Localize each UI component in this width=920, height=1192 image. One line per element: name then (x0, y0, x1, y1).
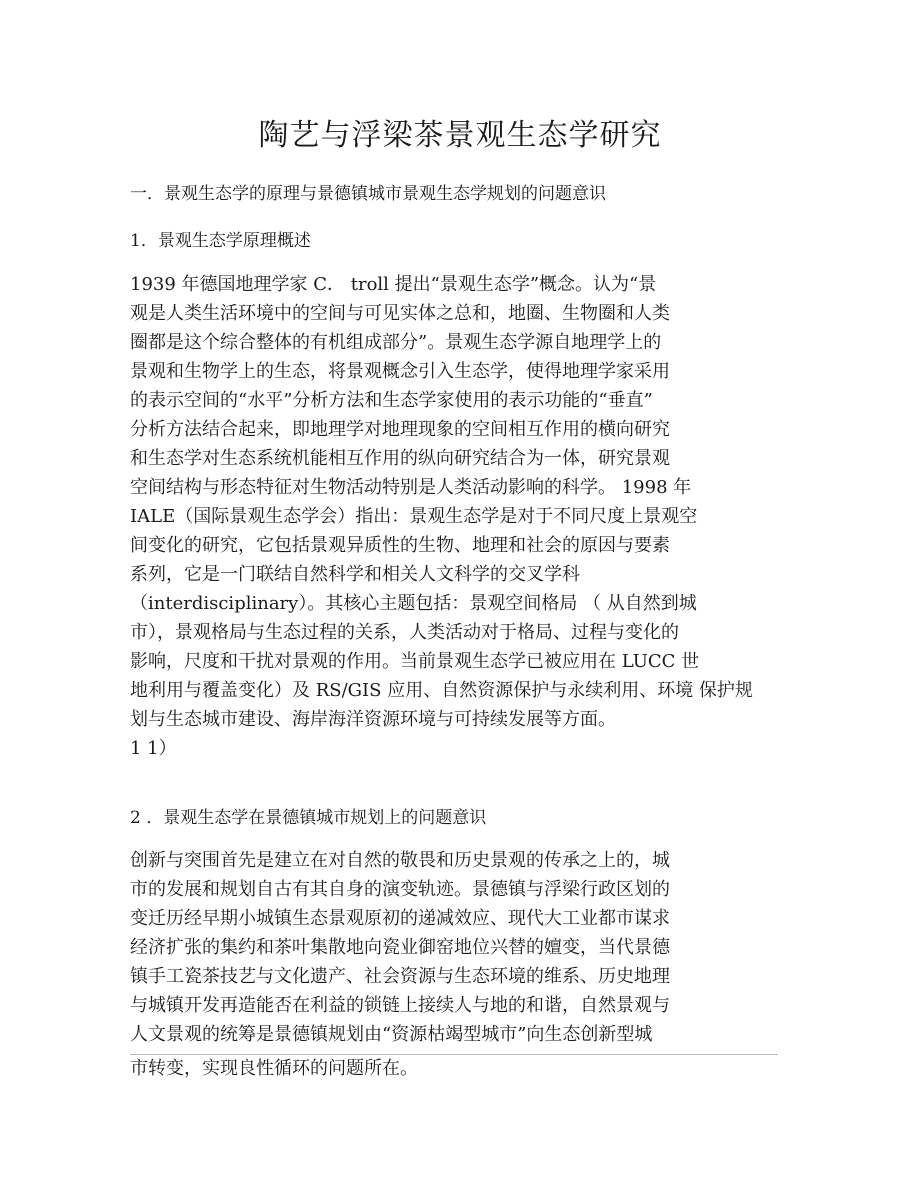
text-line: 1 1） (130, 738, 177, 759)
paragraph-landscape-ecology-overview (130, 270, 753, 763)
text-line: 空间结构与形态特征对生物活动特别是人类活动影响的科学。 1998 年 (130, 477, 692, 498)
text-line: 与城镇开发再造能否在利益的锁链上接续人与地的和谐，自然景观与 (130, 995, 670, 1016)
text-line: 市），景观格局与生态过程的关系，人类活动对于格局、过程与变化的 (130, 622, 679, 643)
text-line: 人文景观的统筹是景德镇规划由“资源枯竭型城市”向生态创新型城 (130, 1024, 653, 1045)
page-title: 陶艺与浮梁茶景观生态学研究 (258, 118, 662, 153)
subsection-heading-1: 1．景观生态学原理概述 (130, 231, 311, 251)
section-heading: 一．景观生态学的原理与景德镇城市景观生态学规划的问题意识 (130, 184, 606, 204)
text-line: 变迁历经早期小城镇生态景观原初的递减效应、现代大工业都市谋求 (130, 908, 670, 929)
text-line: 系列，它是一门联结自然科学和相关人文科学的交叉学科 (130, 564, 580, 585)
text-line: 市转变，实现良性循环的问题所在。 (130, 1058, 418, 1079)
text-line: 市的发展和规划自古有其自身的演变轨迹。景德镇与浮梁行政区划的 (130, 879, 670, 900)
text-line: 经济扩张的集约和茶叶集散地向瓷业御窑地位兴替的嬗变，当代景德 (130, 937, 670, 958)
text-line: 分析方法结合起来，即地理学对地理现象的空间相互作用的横向研究 (130, 419, 670, 440)
text-line: 影响，尺度和干扰对景观的作用。当前景观生态学已被应用在 LUCC 世 (130, 651, 700, 672)
paragraph-continuation (130, 1054, 418, 1083)
paragraph-jingdezhen-planning (130, 846, 670, 1049)
text-line: 创新与突围首先是建立在对自然的敬畏和历史景观的传承之上的，城 (130, 850, 670, 871)
text-line: 圈都是这个综合整体的有机组成部分”。景观生态学源自地理学上的 (130, 332, 662, 353)
text-line: 景观和生物学上的生态，将景观概念引入生态学，使得地理学家采用 (130, 361, 670, 382)
text-line: （interdisciplinary）。其核心主题包括：景观空间格局 （ 从自然到城 (130, 593, 697, 614)
text-line: 镇手工瓷茶技艺与文化遗产、社会资源与生态环境的维系、历史地理 (130, 966, 670, 987)
text-line: 和生态学对生态系统机能相互作用的纵向研究结合为一体，研究景观 (130, 448, 670, 469)
text-line: 1939 年德国地理学家 C． troll 提出“景观生态学”概念。认为“景 (130, 274, 657, 295)
text-line: 划与生态城市建设、海岸海洋资源环境与可持续发展等方面。 (130, 709, 616, 730)
text-line: 观是人类生活环境中的空间与可见实体之总和，地圈、生物圈和人类 (130, 303, 670, 324)
text-line: 地利用与覆盖变化）及 RS/GIS 应用、自然资源保护与永续利用、环境 保护规 (130, 680, 753, 701)
subsection-heading-2: 2 ．景观生态学在景德镇城市规划上的问题意识 (130, 808, 487, 828)
text-line: IALE（国际景观生态学会）指出：景观生态学是对于不同尺度上景观空 (130, 506, 698, 527)
text-line: 的表示空间的“水平”分析方法和生态学家使用的表示功能的“垂直” (130, 390, 653, 411)
text-line: 间变化的研究，它包括景观异质性的生物、地理和社会的原因与要素 (130, 535, 670, 556)
